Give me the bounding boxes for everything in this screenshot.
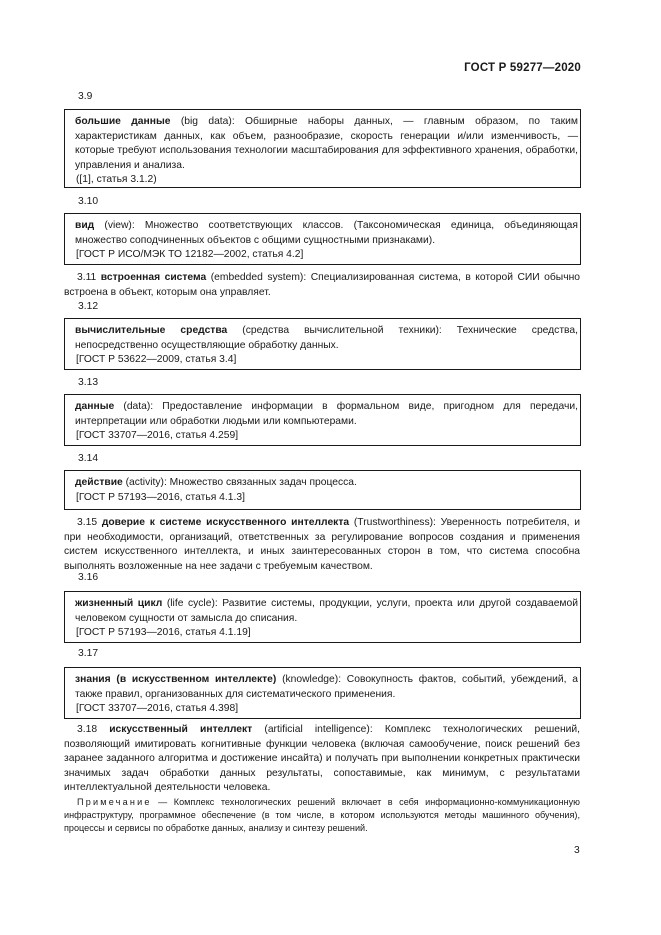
definition: : Множество соответствующих классов. (Таксономическая единица, объединяющая множество соподчиненных объектов с общими сущностными признаками). — [75, 220, 578, 246]
term-box — [64, 591, 581, 643]
term-box — [64, 318, 581, 370]
term: доверие к системе искусственного интеллекта — [101, 517, 350, 528]
source-reference: [ГОСТ Р 57193—2016, статья 4.1.3] — [76, 491, 245, 503]
entry-number: 3.10 — [78, 196, 99, 207]
source-reference: [ГОСТ Р 53622—2009, статья 3.4] — [76, 354, 237, 366]
entry-number: 3.17 — [78, 648, 99, 659]
term-paragraph — [64, 516, 580, 574]
term: искусственный интеллект — [109, 724, 253, 735]
entry-number: 3.9 — [78, 91, 93, 102]
term-english: (data) — [114, 401, 151, 412]
term-english: (средства вычислительной техники) — [227, 325, 439, 336]
source-reference: ([1], статья 3.1.2) — [76, 174, 157, 186]
term: большие данные — [75, 116, 171, 127]
term-paragraph — [64, 723, 580, 796]
term: данные — [75, 401, 115, 412]
term-box — [64, 394, 581, 446]
term-paragraph — [64, 271, 580, 300]
term: вид — [75, 220, 95, 231]
definition: (embedded system): Специализированная система, в которой СИИ обычно встроена в объект, которым она управляет. — [64, 272, 580, 298]
definition: (artificial intelligence): Комплекс технологических решений, позволяющий имитировать когнитивные функции человека (включая самообучение, поиск решений без заранее заданного алгоритма и достижение инсайта) и получать при выполнении конкретных практически значимых задач обработки данных результаты, сопоставимые, как минимум, с результатами интеллектуальной деятельности человека. — [64, 724, 580, 794]
definition: : Обширные наборы данных, — главным образом, по таким характеристикам данных, как объем, разнообразие, скорость генерации и/или изменчивость, — которые требуют использования технологии масштабирования для эффективного хранения, обработки, управления и анализа. — [75, 116, 578, 171]
definition: : Множество связанных задач процесса. — [163, 477, 357, 488]
term-box — [64, 667, 581, 719]
term-english: (activity) — [122, 477, 164, 488]
document-header: ГОСТ Р 59277—2020 — [464, 62, 581, 74]
entry-number: 3.12 — [78, 301, 99, 312]
term-english: (big data) — [170, 116, 232, 127]
definition: (Trustworthiness): Уверенность потребителя, и при необходимости, организаций, ответственных за регулирование вопросов создания и применения систем искусственного интеллекта, и иных заинтересованных сторон в том, что система способна выполнять возложенные на нее задачи с требуемым качеством. — [64, 517, 580, 572]
term: знания (в искусственном интеллекте) — [75, 674, 277, 685]
entry-number: 3.18 — [77, 724, 98, 735]
source-reference: [ГОСТ Р 57193—2016, статья 4.1.19] — [76, 627, 251, 639]
definition: : Технические средства, непосредственно осуществляющие обработку данных. — [75, 325, 578, 351]
source-reference: [ГОСТ 33707—2016, статья 4.259] — [76, 430, 239, 442]
page-number: 3 — [574, 845, 580, 856]
term: действие — [75, 477, 123, 488]
entry-number: 3.15 — [77, 517, 98, 528]
note — [64, 796, 580, 835]
source-reference: [ГОСТ 33707—2016, статья 4.398] — [76, 703, 239, 715]
note-text: — Комплекс технологических решений включает в себя информационно-коммуникационную инфраструктуру, программное обеспечение (в том числе, в котором используются методы машинного обучения), процессы и сервисы по обработке данных, анализу и синтезу решений. — [64, 797, 580, 833]
entry-number: 3.11 — [77, 272, 97, 283]
note-label: Примечание — [77, 797, 152, 807]
term-box — [64, 470, 581, 510]
term-english: (view) — [94, 220, 132, 231]
term-english: (knowledge) — [276, 674, 339, 685]
definition: : Развитие системы, продукции, услуги, проекта или другой создаваемой человеком сущности от замысла до списания. — [75, 598, 578, 624]
term: вычислительные средства — [75, 325, 228, 336]
source-reference: [ГОСТ Р ИСО/МЭК ТО 12182—2002, статья 4.2] — [76, 249, 304, 261]
term-english: (life cycle) — [162, 598, 215, 609]
entry-number: 3.14 — [78, 453, 99, 464]
term: встроенная система — [100, 272, 207, 283]
definition: : Предоставление информации в формальном виде, пригодном для передачи, интерпретации или обработки людьми или компьютерами. — [75, 401, 578, 427]
definition: : Совокупность фактов, событий, убеждений, а также правил, организованных для систематического применения. — [75, 674, 578, 700]
term-box — [64, 213, 581, 265]
entry-number: 3.16 — [78, 572, 99, 583]
entry-number: 3.13 — [78, 377, 99, 388]
term: жизненный цикл — [75, 598, 163, 609]
term-box — [64, 109, 581, 188]
